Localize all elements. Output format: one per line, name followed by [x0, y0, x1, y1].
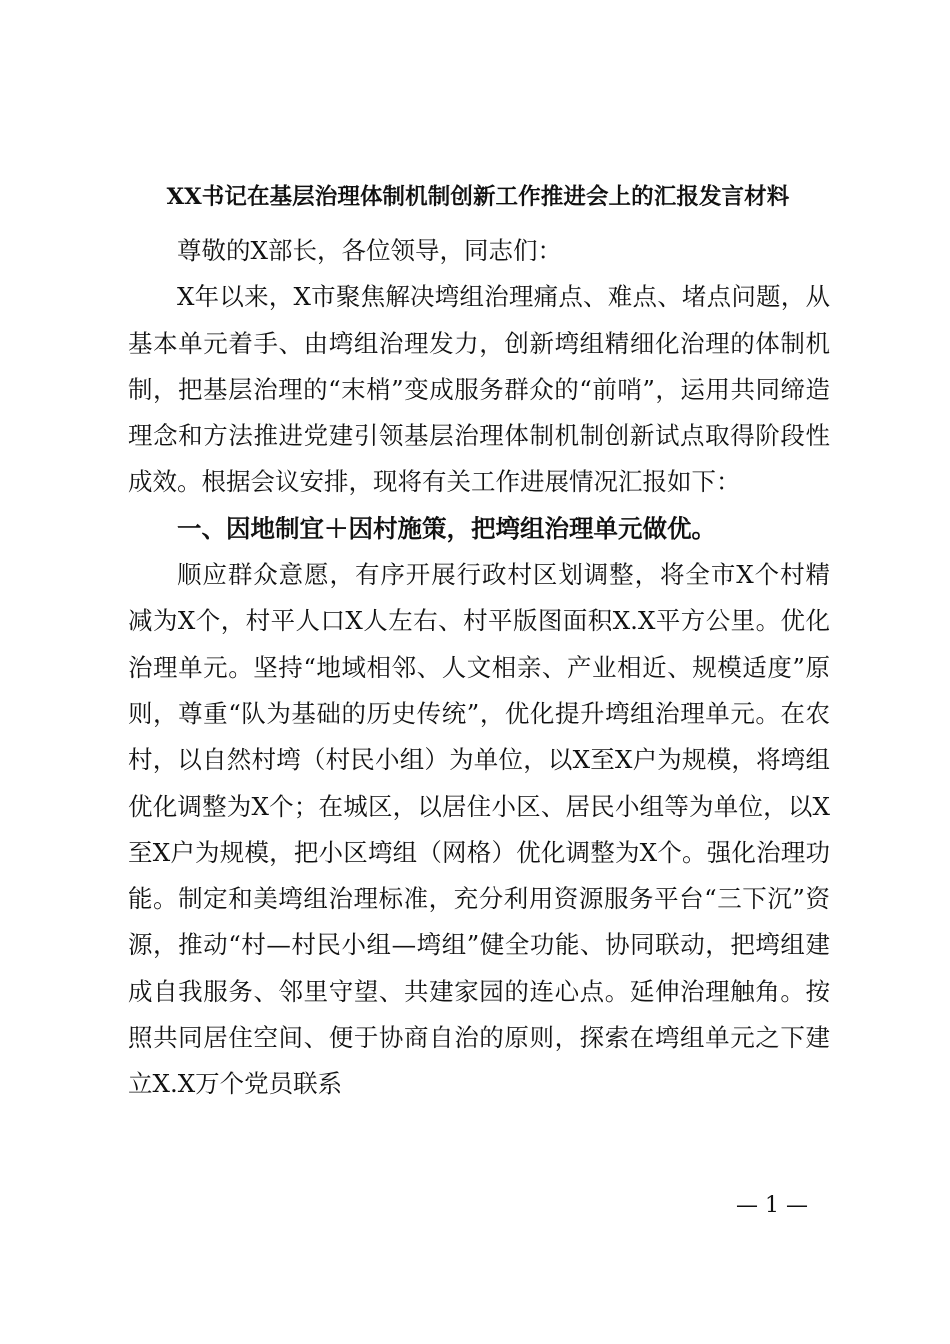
document-title: XX书记在基层治理体制机制创新工作推进会上的汇报发言材料 — [166, 184, 790, 210]
section-paragraph-1: 顺应群众意愿，有序开展行政村区划调整，将全市X个村精减为X个，村平人口X人左右、村平版图面积X.X平方公里。优化治理单元。坚持“地域相邻、人文相亲、产业相近、规模适度”原则，尊重“队为基础的历史传统”，优化提升塆组治理单元。在农村，以自然村塆（村民小组）为单位，以X至X户为规模，将塆组优化调整为X个；在城区，以居住小区、居民小组等为单位，以X至X户为规模，把小区塆组（网格）优化调整为X个。强化治理功能。制定和美塆组治理标准，充分利用资源服务平台“三下沉”资源，推动“村—村民小组—塆组”健全功能、协同联动，把塆组建成自我服务、邻里守望、共建家园的连心点。延伸治理触角。按照共同居住空间、便于协商自治的原则，探索在塆组单元之下建立X.X万个党员联系 — [128, 560, 830, 1099]
page-number: — 1 — — [736, 1193, 808, 1218]
document-body — [128, 228, 830, 1108]
salutation: 尊敬的X部长，各位领导，同志们： — [177, 236, 562, 265]
intro-paragraph: X年以来，X市聚焦解决塆组治理痛点、难点、堵点问题，从基本单元着手、由塆组治理发力，创新塆组精细化治理的体制机制，把基层治理的“末梢”变成服务群众的“前哨”，运用共同缔造理念和方法推进党建引领基层治理体制机制创新试点取得阶段性成效。根据会议安排，现将有关工作进展情况汇报如下： — [128, 282, 830, 497]
section-heading-1: 一、因地制宜＋因村施策，把塆组治理单元做优。 — [177, 513, 716, 543]
